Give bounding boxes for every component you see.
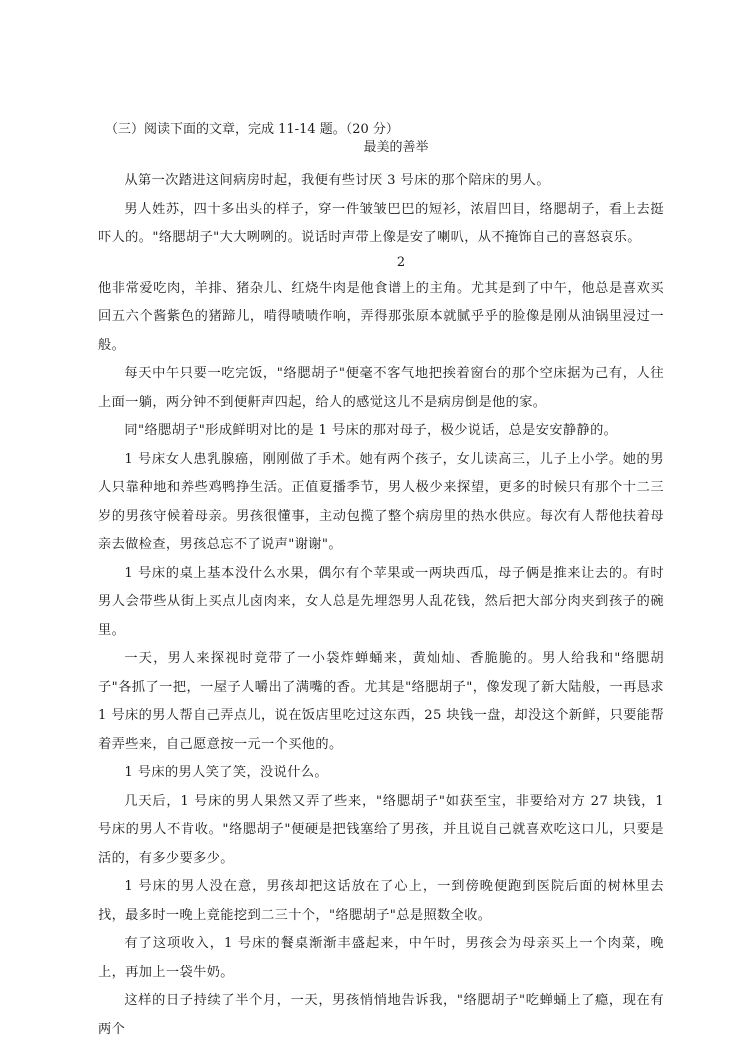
paragraph: 一天，男人来探视时竟带了一小袋炸蝉蛹来，黄灿灿、香脆脆的。男人给我和"络腮胡子"各抓了一把，一屋子人嚼出了满嘴的香。尤其是"络腮胡子"，像发现了新大陆般，一再恳求 1 号床的男人帮自己弄点儿，说在饭店里吃过这东西，25 块钱一盘，却没这个新鲜，只要能帮着弄些来，自己愿意按一元一个买他的。 xyxy=(98,651,664,752)
paragraph: 几天后，1 号床的男人果然又弄了些来，"络腮胡子"如获至宝，非要给对方 27 块钱，1 号床的男人不肯收。"络腮胡子"便硬是把钱塞给了男孩，并且说自己就喜欢吃这口儿，只要是活的，有多少要多少。 xyxy=(98,793,664,866)
page-number: 2 xyxy=(396,254,406,270)
paragraph: 从第一次踏进这间病房时起，我便有些讨厌 3 号床的那个陪床的男人。 xyxy=(124,173,550,188)
document-page xyxy=(98,121,664,1044)
paragraph: 男人姓苏，四十多出头的样子，穿一件皱皱巴巴的短衫，浓眉凹目，络腮胡子，看上去挺吓人的。"络腮胡子"大大咧咧的。说话时声带上像是安了喇叭，从不掩饰自己的喜怒哀乐。 xyxy=(98,201,664,245)
paragraph: 1 号床女人患乳腺癌，刚刚做了手术。她有两个孩子，女儿读高三，儿子上小学。她的男人只靠种地和养些鸡鸭挣生活。正值夏播季节，男人极少来探望，更多的时候只有那个十二三岁的男孩守候着母亲。男孩很懂事，主动包揽了整个病房里的热水供应。每次有人帮他扶着母亲去做检查，男孩总忘不了说声"谢谢"。 xyxy=(98,451,664,552)
paragraph: 1 号床的男人没在意，男孩却把这话放在了心上，一到傍晚便跑到医院后面的树林里去找，最多时一晚上竟能挖到二三十个，"络腮胡子"总是照数全收。 xyxy=(98,879,664,923)
article-title: 最美的善举 xyxy=(363,140,429,155)
paragraph: 有了这项收入，1 号床的餐桌渐渐丰盛起来，中午时，男孩会为母亲买上一个肉菜，晚上，再加上一袋牛奶。 xyxy=(98,936,664,980)
title-spacer xyxy=(98,157,664,167)
paragraph: 同"络腮胡子"形成鲜明对比的是 1 号床的那对母子，极少说话，总是安安静静的。 xyxy=(124,423,618,438)
section-heading: （三）阅读下面的文章，完成 11-14 题。（20 分） xyxy=(105,122,399,137)
paragraph: 这样的日子持续了半个月，一天，男孩悄悄地告诉我，"络腮胡子"吃蝉蛹上了瘾，现在有两个 xyxy=(98,993,664,1037)
paragraph-continued: 他非常爱吃肉，羊排、猪杂儿、红烧牛肉是他食谱上的主角。尤其是到了中午，他总是喜欢买回五六个酱紫色的猪蹄儿，啃得啧啧作响，弄得那张原本就腻乎乎的脸像是刚从油锅里浸过一般。 xyxy=(98,280,664,353)
paragraph: 1 号床的桌上基本没什么水果，偶尔有个苹果或一两块西瓜，母子俩是推来让去的。有时男人会带些从街上买点儿卤肉来，女人总是先埋怨男人乱花钱，然后把大部分肉夹到孩子的碗里。 xyxy=(98,565,664,638)
paragraph: 每天中午只要一吃完饭，"络腮胡子"便毫不客气地把挨着窗台的那个空床据为己有，人往上面一躺，两分钟不到便鼾声四起，给人的感觉这儿不是病房倒是他的家。 xyxy=(98,366,664,410)
paragraph: 1 号床的男人笑了笑，没说什么。 xyxy=(124,765,328,780)
